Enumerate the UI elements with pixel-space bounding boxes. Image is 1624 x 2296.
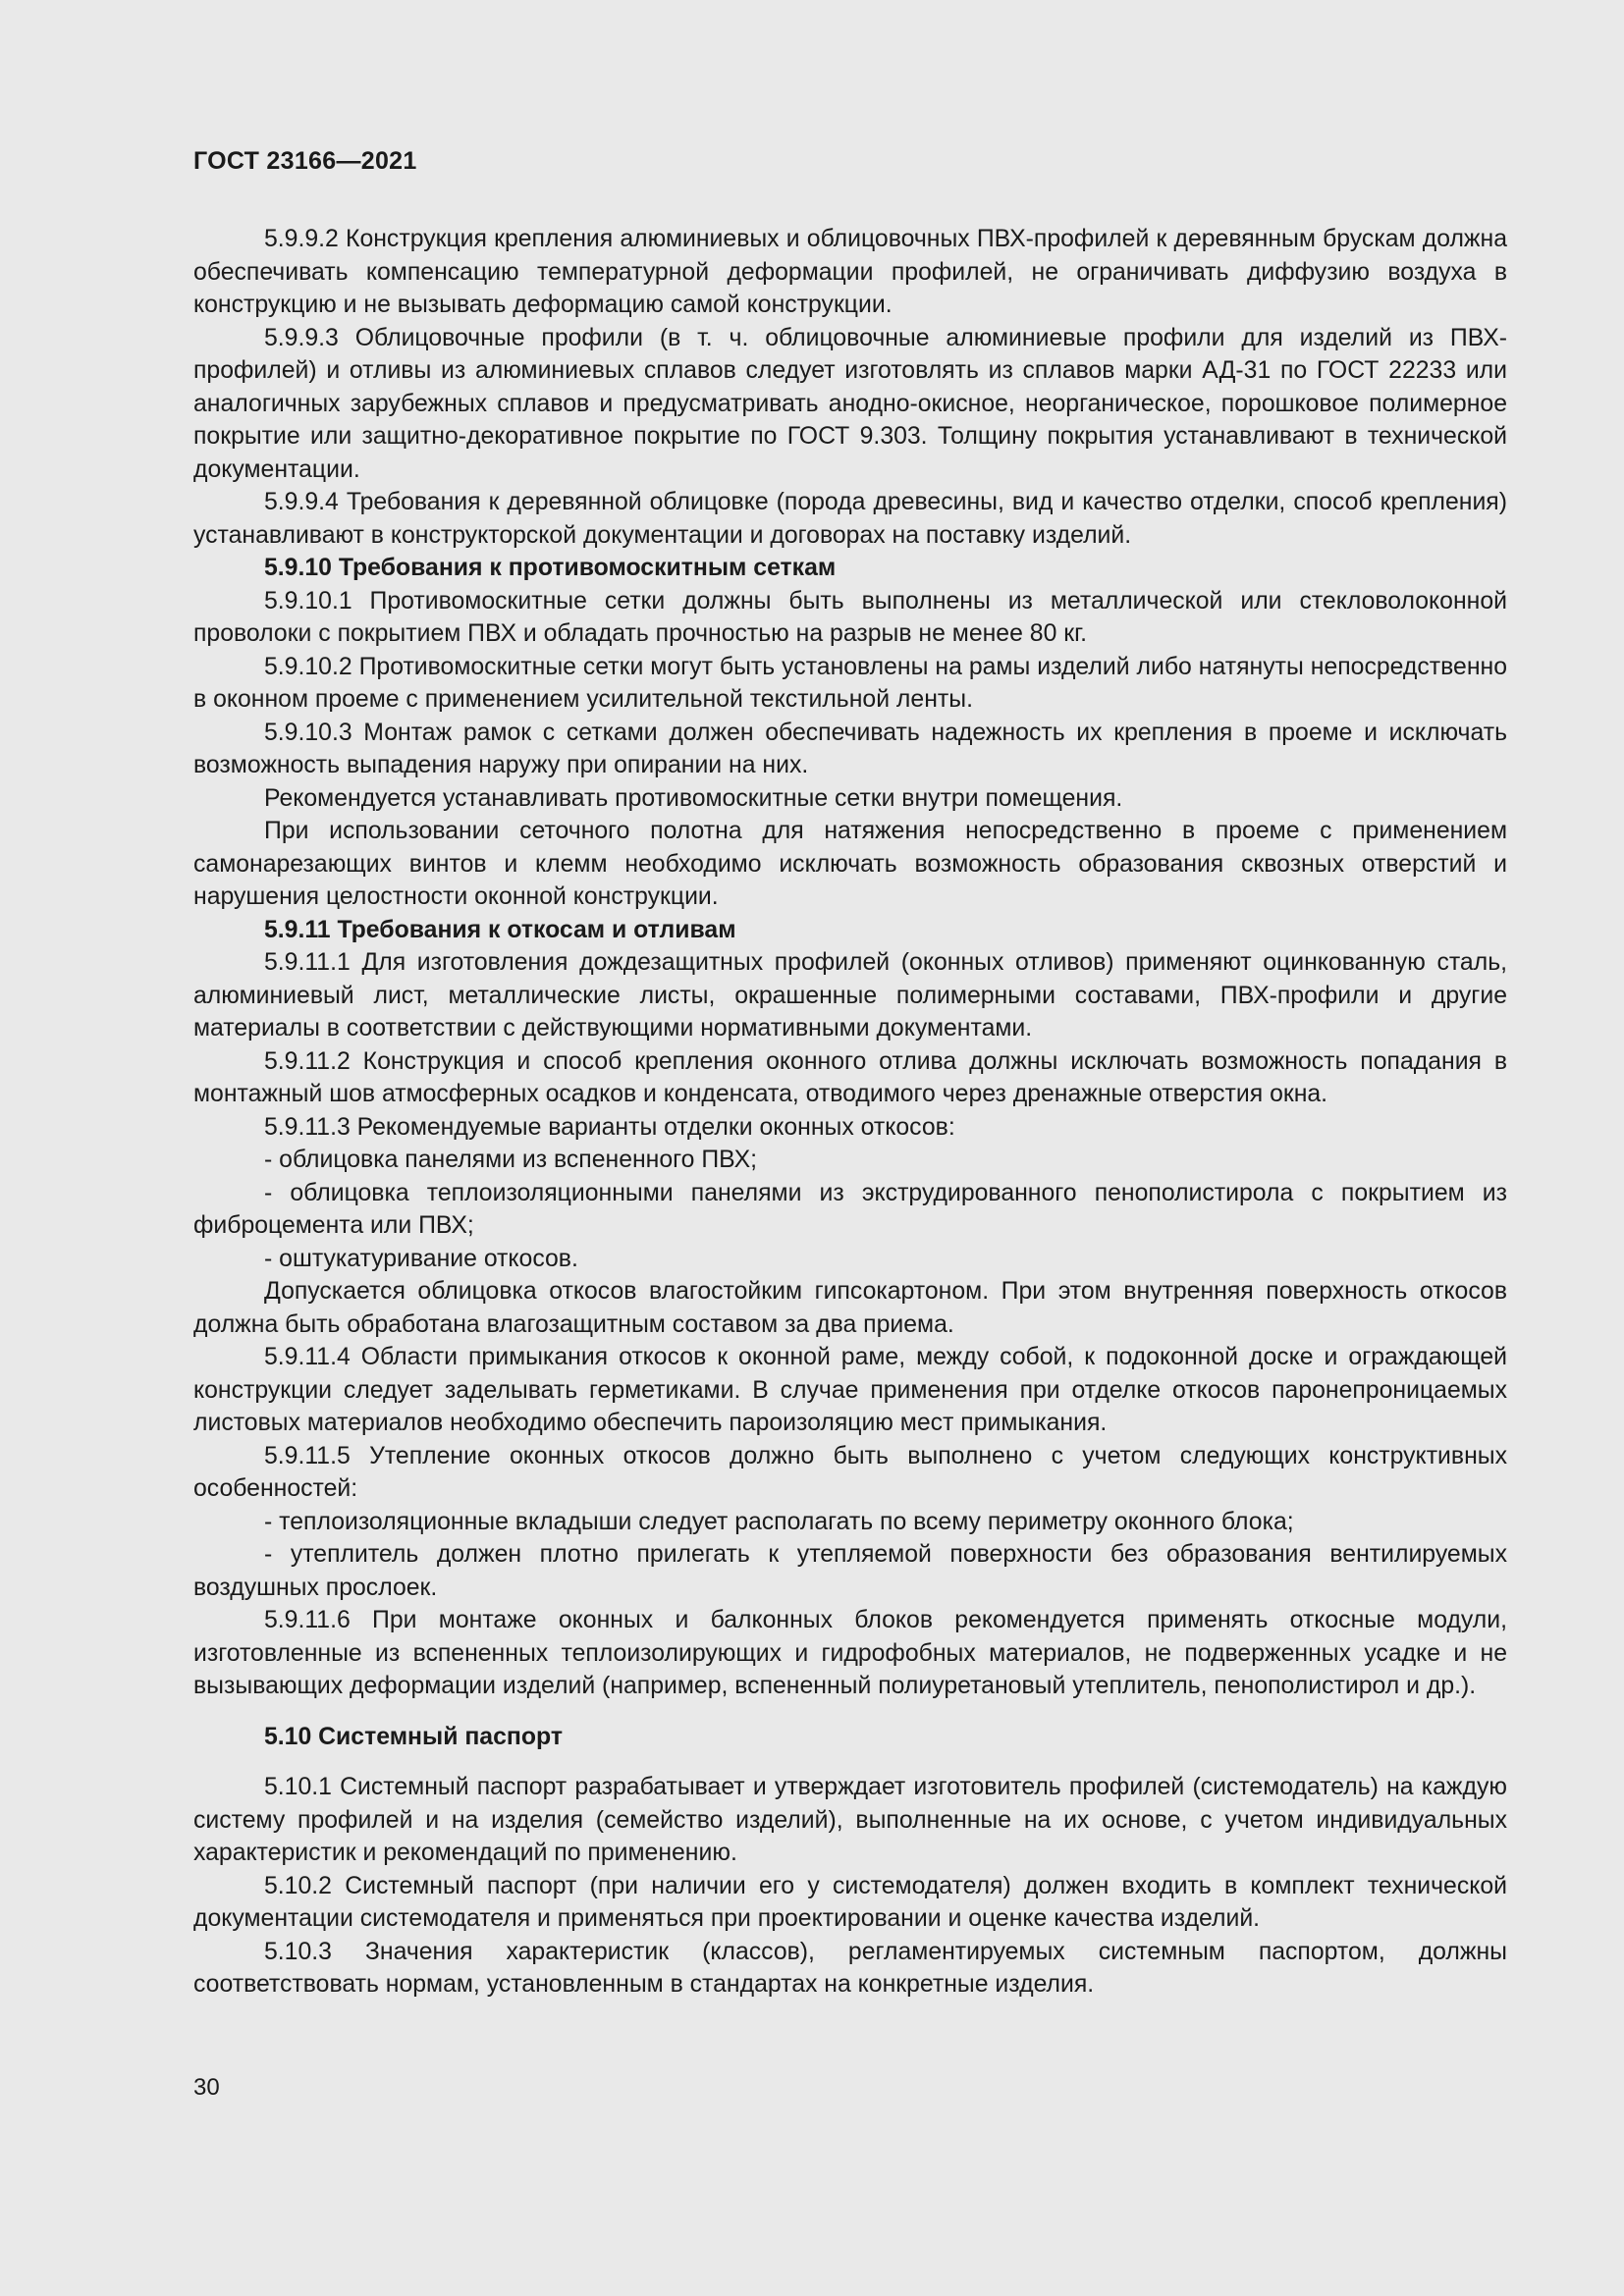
- clause-5-9-11-1: 5.9.11.1 Для изготовления дождезащитных профилей (оконных отливов) применяют оцинкованную сталь, алюминиевый лист, металлические листы, окрашенные полимерными составами, ПВХ-профили и другие материалы в соответствии с действующими нормативными документами.: [193, 949, 1507, 1041]
- page-number: 30: [193, 2074, 220, 2101]
- clause-5-9-9-3: 5.9.9.3 Облицовочные профили (в т. ч. облицовочные алюминиевые профили для изделий из ПВХ-профилей) и отливы из алюминиевых сплавов следует изготовлять из сплавов марки АД-31 по ГОСТ 22233 или аналогичных зарубежных сплавов и предусматривать анодно-окисное, неорганическое, порошковое полимерное покрытие или защитно-декоративное покрытие по ГОСТ 9.303. Толщину покрытия устанавливают в технической документации.: [193, 324, 1507, 483]
- clause-5-9-11-5: 5.9.11.5 Утепление оконных откосов должно быть выполнено с учетом следующих конструктивных особенностей:: [193, 1442, 1507, 1502]
- recommendation-paragraph: Рекомендуется устанавливать противомоскитные сетки внутри помещения.: [264, 784, 1123, 812]
- list-item: - оштукатуривание откосов.: [264, 1245, 578, 1272]
- list-item: - облицовка панелями из вспененного ПВХ;: [264, 1147, 758, 1173]
- clause-5-9-10-3: 5.9.10.3 Монтаж рамок с сетками должен обеспечивать надежность их крепления в проеме и исключать возможность выпадения наружу при опирании на них.: [193, 719, 1507, 778]
- clause-5-9-9-2: 5.9.9.2 Конструкция крепления алюминиевых и облицовочных ПВХ-профилей к деревянным брускам должна обеспечивать компенсацию температурной деформации профилей, не ограничивать диффузию воздуха в конструкцию и не вызывать деформацию самой конструкции.: [193, 226, 1507, 318]
- clause-5-9-10-1: 5.9.10.1 Противомоскитные сетки должны быть выполнены из металлической или стекловолоконной проволоки с покрытием ПВХ и обладать прочностью на разрыв не менее 80 кг.: [193, 587, 1507, 647]
- clause-5-9-11-6: 5.9.11.6 При монтаже оконных и балконных блоков рекомендуется применять откосные модули, изготовленные из вспененных теплоизолирующих и гидрофобных материалов, не подверженных усадке и не вызывающих деформации изделий (например, вспененный полиуретановый утеплитель, пенополистирол и др.).: [193, 1607, 1507, 1699]
- clause-5-9-11-4: 5.9.11.4 Области примыкания откосов к оконной раме, между собой, к подоконной доске и ограждающей конструкции следует заделывать герметиками. В случае применения при отделке откосов паронепроницаемых листовых материалов необходимо обеспечить пароизоляцию мест примыкания.: [193, 1344, 1507, 1436]
- heading-5-9-10: 5.9.10 Требования к противомоскитным сеткам: [264, 555, 837, 581]
- clause-5-9-11-2: 5.9.11.2 Конструкция и способ крепления оконного отлива должны исключать возможность попадания в монтажный шов атмосферных осадков и конденсата, отводимого через дренажные отверстия окна.: [193, 1047, 1507, 1107]
- clause-5-10-1: 5.10.1 Системный паспорт разрабатывает и утверждает изготовитель профилей (системодатель) на каждую систему профилей и на изделия (семейство изделий), выполненные на их основе, с учетом индивидуальных характеристик и рекомендаций по применению.: [193, 1774, 1507, 1866]
- document-designation: ГОСТ 23166—2021: [193, 147, 417, 175]
- clause-5-10-2: 5.10.2 Системный паспорт (при наличии его у системодателя) должен входить в комплект технической документации системодателя и применяться при проектировании и оценке качества изделий.: [193, 1872, 1507, 1932]
- list-item: - утеплитель должен плотно прилегать к утепляемой поверхности без образования вентилируемых воздушных прослоек.: [193, 1541, 1507, 1601]
- heading-5-10: 5.10 Системный паспорт: [264, 1723, 563, 1750]
- list-item: - теплоизоляционные вкладыши следует располагать по всему периметру оконного блока;: [264, 1508, 1294, 1535]
- clause-5-9-11-3: 5.9.11.3 Рекомендуемые варианты отделки оконных откосов:: [264, 1113, 955, 1141]
- mesh-fastening-paragraph: При использовании сеточного полотна для натяжения непосредственно в проеме с применением самонарезающих винтов и клемм необходимо исключать возможность образования сквозных отверстий и нарушения целостности оконной конструкции.: [193, 818, 1507, 910]
- heading-5-9-11: 5.9.11 Требования к откосам и отливам: [264, 916, 736, 943]
- document-body: [193, 223, 1507, 2002]
- clause-5-9-10-2: 5.9.10.2 Противомоскитные сетки могут быть установлены на рамы изделий либо натянуты непосредственно в оконном проеме с применением усилительной текстильной ленты.: [193, 653, 1507, 713]
- list-item: - облицовка теплоизоляционными панелями из экструдированного пенополистирола с покрытием из фиброцемента или ПВХ;: [193, 1179, 1507, 1239]
- drywall-paragraph: Допускается облицовка откосов влагостойким гипсокартоном. При этом внутренняя поверхность откосов должна быть обработана влагозащитным составом за два приема.: [193, 1278, 1507, 1338]
- clause-5-9-9-4: 5.9.9.4 Требования к деревянной облицовке (порода древесины, вид и качество отделки, способ крепления) устанавливают в конструкторской документации и договорах на поставку изделий.: [193, 489, 1507, 549]
- clause-5-10-3: 5.10.3 Значения характеристик (классов), регламентируемых системным паспортом, должны соответствовать нормам, установленным в стандартах на конкретные изделия.: [193, 1938, 1507, 1998]
